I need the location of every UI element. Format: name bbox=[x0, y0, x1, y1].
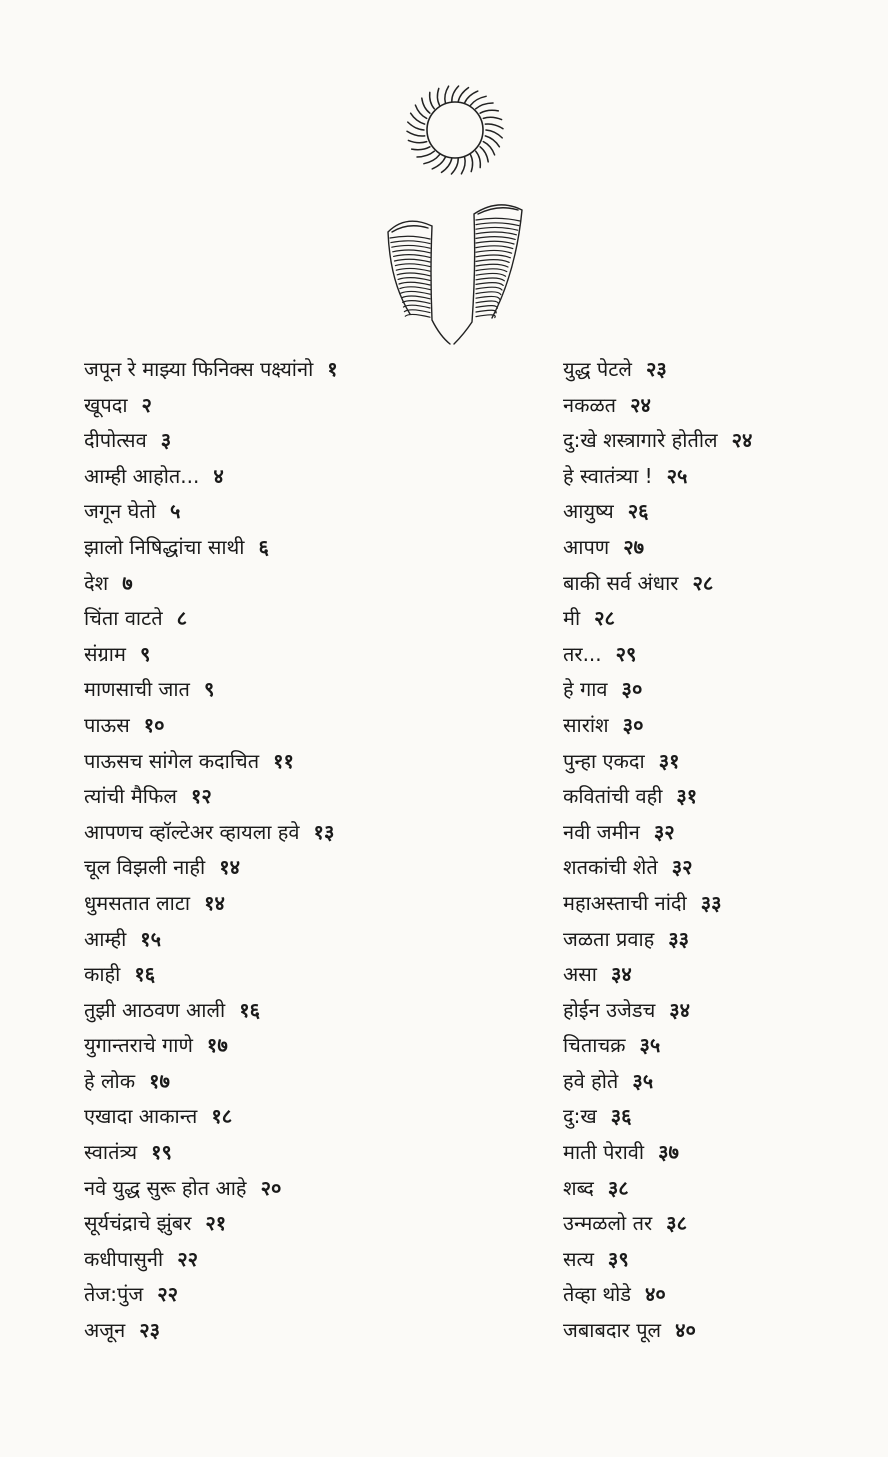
toc-entry-page-number: ३९ bbox=[607, 1246, 629, 1271]
toc-entry-title: देश bbox=[84, 570, 109, 595]
toc-entry-page-number: ४० bbox=[645, 1282, 666, 1307]
toc-entry bbox=[563, 423, 863, 459]
toc-entry-title: चिंता वाटते bbox=[84, 606, 163, 631]
toc-entry-page-number: ३२ bbox=[671, 855, 693, 880]
toc-entry-page-number: २६ bbox=[627, 499, 649, 524]
toc-entry-page-number: ९ bbox=[203, 677, 215, 702]
toc-entry-page-number: २८ bbox=[594, 606, 615, 631]
toc-entry bbox=[563, 708, 863, 744]
toc-entry-page-number: १९ bbox=[151, 1140, 172, 1165]
toc-entry-title: युगान्तराचे गाणे bbox=[84, 1033, 193, 1058]
toc-entry-title: झालो निषिद्धांचा साथी bbox=[84, 534, 245, 559]
toc-entry-title: कधीपासुनी bbox=[84, 1246, 164, 1271]
toc-entry-page-number: ११ bbox=[273, 748, 294, 773]
toc-entry-title: नकळत bbox=[563, 392, 617, 417]
toc-entry-page-number: २४ bbox=[731, 428, 753, 453]
toc-entry bbox=[84, 352, 404, 388]
toc-entry-page-number: ९ bbox=[139, 641, 151, 666]
toc-entry bbox=[84, 530, 404, 566]
toc-entry-page-number: ४ bbox=[213, 463, 224, 488]
toc-entry bbox=[563, 601, 863, 637]
toc-entry-title: त्यांची मैफिल bbox=[84, 784, 177, 809]
toc-entry bbox=[563, 672, 863, 708]
toc-entry-title: दीपोत्सव bbox=[84, 428, 147, 453]
toc-entry bbox=[563, 744, 863, 780]
toc-left-column bbox=[84, 352, 404, 1349]
toc-entry bbox=[563, 388, 863, 424]
toc-entry bbox=[84, 1171, 404, 1207]
toc-entry-page-number: २७ bbox=[623, 534, 645, 559]
toc-entry bbox=[563, 1242, 863, 1278]
toc-entry-title: जबाबदार पूल bbox=[563, 1318, 662, 1343]
toc-entry-title: सारांश bbox=[563, 712, 609, 737]
toc-entry-title: हे गाव bbox=[563, 677, 608, 702]
toc-entry bbox=[563, 530, 863, 566]
toc-entry bbox=[84, 744, 404, 780]
toc-entry-title: उन्मळलो तर bbox=[563, 1211, 653, 1236]
toc-entry bbox=[84, 993, 404, 1029]
toc-entry-page-number: ३६ bbox=[610, 1104, 632, 1129]
toc-entry bbox=[84, 1242, 404, 1278]
toc-entry-title: बाकी सर्व अंधार bbox=[563, 570, 679, 595]
toc-entry-page-number: ३५ bbox=[639, 1033, 661, 1058]
sun-and-pillars-ornament-icon bbox=[380, 82, 530, 352]
toc-entry-title: हे लोक bbox=[84, 1068, 136, 1093]
toc-entry bbox=[84, 494, 404, 530]
toc-entry-title: पाऊसच सांगेल कदाचित bbox=[84, 748, 260, 773]
toc-entry-title: होईन उजेडच bbox=[563, 997, 656, 1022]
toc-entry-page-number: ७ bbox=[122, 570, 133, 595]
toc-entry bbox=[563, 566, 863, 602]
toc-entry-page-number: ८ bbox=[176, 606, 188, 631]
toc-entry-page-number: ५ bbox=[169, 499, 181, 524]
toc-entry-page-number: ३४ bbox=[610, 962, 632, 987]
toc-entry-page-number: १८ bbox=[211, 1104, 233, 1129]
toc-entry-page-number: २१ bbox=[205, 1211, 227, 1236]
toc-entry bbox=[84, 672, 404, 708]
toc-entry bbox=[563, 850, 863, 886]
toc-entry-page-number: ३ bbox=[160, 428, 172, 453]
toc-entry-page-number: २४ bbox=[630, 392, 651, 417]
toc-entry-page-number: २३ bbox=[139, 1318, 161, 1343]
toc-entry-title: मी bbox=[563, 606, 581, 631]
toc-entry bbox=[563, 1206, 863, 1242]
toc-entry-title: कवितांची वही bbox=[563, 784, 663, 809]
toc-entry-title: एखादा आकान्त bbox=[84, 1104, 198, 1129]
toc-entry-title: नवे युद्ध सुरू होत आहे bbox=[84, 1175, 247, 1200]
toc-entry bbox=[563, 1028, 863, 1064]
toc-entry-title: पुन्हा एकदा bbox=[563, 748, 645, 773]
toc-entry-title: शतकांची शेते bbox=[563, 855, 658, 880]
toc-entry-page-number: १७ bbox=[149, 1068, 170, 1093]
toc-entry bbox=[84, 637, 404, 673]
toc-entry-page-number: ३८ bbox=[666, 1211, 687, 1236]
toc-entry-title: दु:खे शस्त्रागारे होतील bbox=[563, 428, 718, 453]
toc-entry-title: शब्द bbox=[563, 1175, 594, 1200]
toc-entry-page-number: ३७ bbox=[658, 1140, 679, 1165]
toc-entry-title: आम्ही आहोत... bbox=[84, 463, 200, 488]
toc-entry-page-number: २ bbox=[141, 392, 152, 417]
toc-entry bbox=[84, 566, 404, 602]
toc-entry-page-number: २० bbox=[260, 1175, 282, 1200]
toc-entry-title: तेज:पुंज bbox=[84, 1282, 144, 1307]
toc-entry-page-number: ३३ bbox=[668, 926, 690, 951]
toc-entry-title: जळता प्रवाह bbox=[563, 926, 655, 951]
toc-entry bbox=[84, 779, 404, 815]
toc-entry bbox=[563, 1064, 863, 1100]
toc-entry bbox=[563, 1171, 863, 1207]
toc-entry-title: तर... bbox=[563, 641, 602, 666]
toc-entry bbox=[84, 1135, 404, 1171]
toc-entry bbox=[84, 1313, 404, 1349]
toc-entry bbox=[563, 957, 863, 993]
toc-entry-title: तुझी आठवण आली bbox=[84, 997, 226, 1022]
toc-entry-page-number: २२ bbox=[177, 1246, 198, 1271]
toc-entry-title: चिताचक्र bbox=[563, 1033, 626, 1058]
toc-entry-title: जगून घेतो bbox=[84, 499, 156, 524]
toc-entry bbox=[84, 815, 404, 851]
toc-entry-title: जपून रे माझ्या फिनिक्स पक्ष्यांनो bbox=[84, 357, 314, 381]
toc-entry-page-number: १४ bbox=[219, 855, 241, 880]
toc-entry bbox=[84, 388, 404, 424]
toc-entry-page-number: ३५ bbox=[632, 1068, 654, 1093]
toc-entry-page-number: १७ bbox=[206, 1033, 228, 1058]
toc-entry-title: सूर्यचंद्राचे झुंबर bbox=[84, 1211, 192, 1236]
toc-entry bbox=[84, 957, 404, 993]
toc-entry-title: स्वातंत्र्य bbox=[84, 1140, 138, 1165]
toc-entry-title: माती पेरावी bbox=[563, 1140, 645, 1165]
toc-entry-page-number: १ bbox=[327, 357, 338, 381]
toc-entry-title: चूल विझली नाही bbox=[84, 855, 206, 880]
toc-entry-page-number: १४ bbox=[204, 890, 225, 915]
toc-entry-title: आपणच व्हॉल्टेअर व्हायला हवे bbox=[84, 819, 300, 844]
toc-entry-page-number: २५ bbox=[666, 463, 688, 488]
toc-entry-title: असा bbox=[563, 962, 597, 987]
toc-entry-title: खूपदा bbox=[84, 392, 128, 417]
toc-entry-title: युद्ध पेटले bbox=[563, 357, 632, 381]
toc-entry bbox=[84, 1028, 404, 1064]
toc-entry-page-number: २२ bbox=[157, 1282, 178, 1307]
toc-entry-page-number: ३२ bbox=[653, 819, 675, 844]
toc-entry-title: हे स्वातंत्र्या ! bbox=[563, 463, 653, 488]
toc-entry bbox=[84, 1277, 404, 1313]
toc-entry-page-number: २८ bbox=[692, 570, 714, 595]
toc-entry bbox=[84, 922, 404, 958]
toc-entry-title: हवे होते bbox=[563, 1068, 619, 1093]
toc-entry-title: पाऊस bbox=[84, 712, 130, 737]
toc-entry bbox=[563, 886, 863, 922]
toc-entry-page-number: ६ bbox=[258, 534, 269, 559]
toc-entry bbox=[84, 886, 404, 922]
toc-entry bbox=[84, 1099, 404, 1135]
toc-entry-page-number: १३ bbox=[313, 819, 335, 844]
toc-entry bbox=[563, 1277, 863, 1313]
toc-entry bbox=[563, 352, 863, 388]
toc-entry bbox=[84, 1206, 404, 1242]
toc-entry-page-number: ३१ bbox=[658, 748, 680, 773]
toc-entry bbox=[84, 1064, 404, 1100]
toc-entry-page-number: ३० bbox=[622, 712, 644, 737]
toc-entry-page-number: १५ bbox=[140, 926, 162, 951]
toc-entry-page-number: ३० bbox=[621, 677, 643, 702]
toc-right-column bbox=[563, 352, 863, 1349]
toc-entry bbox=[84, 708, 404, 744]
toc-entry-title: आम्ही bbox=[84, 926, 127, 951]
toc-entry bbox=[563, 494, 863, 530]
toc-entry-title: आपण bbox=[563, 534, 610, 559]
toc-entry-title: आयुष्य bbox=[563, 499, 614, 524]
toc-entry bbox=[563, 779, 863, 815]
toc-entry-page-number: ३४ bbox=[669, 997, 691, 1022]
toc-entry-page-number: २९ bbox=[615, 641, 637, 666]
toc-entry bbox=[563, 1135, 863, 1171]
toc-entry-page-number: ३३ bbox=[700, 890, 722, 915]
toc-entry bbox=[84, 601, 404, 637]
toc-entry bbox=[563, 1313, 863, 1349]
toc-entry-page-number: ३८ bbox=[607, 1175, 629, 1200]
toc-entry-page-number: १२ bbox=[190, 784, 212, 809]
toc-entry bbox=[84, 459, 404, 495]
toc-entry bbox=[563, 922, 863, 958]
toc-entry-page-number: ३१ bbox=[676, 784, 698, 809]
toc-entry-title: नवी जमीन bbox=[563, 819, 640, 844]
toc-entry bbox=[563, 993, 863, 1029]
toc-entry-title: तेव्हा थोडे bbox=[563, 1282, 631, 1307]
toc-entry bbox=[84, 850, 404, 886]
toc-entry-title: दु:ख bbox=[563, 1104, 597, 1129]
toc-entry-title: अजून bbox=[84, 1318, 126, 1343]
toc-entry bbox=[563, 637, 863, 673]
toc-entry-title: माणसाची जात bbox=[84, 677, 190, 702]
toc-entry bbox=[563, 1099, 863, 1135]
toc-entry-page-number: १० bbox=[143, 712, 165, 737]
toc-entry bbox=[563, 459, 863, 495]
toc-entry-page-number: ४० bbox=[675, 1318, 696, 1343]
toc-entry-title: सत्य bbox=[563, 1246, 594, 1271]
toc-entry-title: काही bbox=[84, 962, 121, 987]
toc-entry-title: धुमसतात लाटा bbox=[84, 890, 191, 915]
toc-entry-page-number: १६ bbox=[239, 997, 261, 1022]
toc-entry-title: संग्राम bbox=[84, 641, 126, 666]
toc-entry bbox=[84, 423, 404, 459]
toc-entry-page-number: १६ bbox=[134, 962, 156, 987]
toc-entry-page-number: २३ bbox=[645, 357, 667, 381]
toc-entry-title: महाअस्ताची नांदी bbox=[563, 890, 687, 915]
toc-entry bbox=[563, 815, 863, 851]
